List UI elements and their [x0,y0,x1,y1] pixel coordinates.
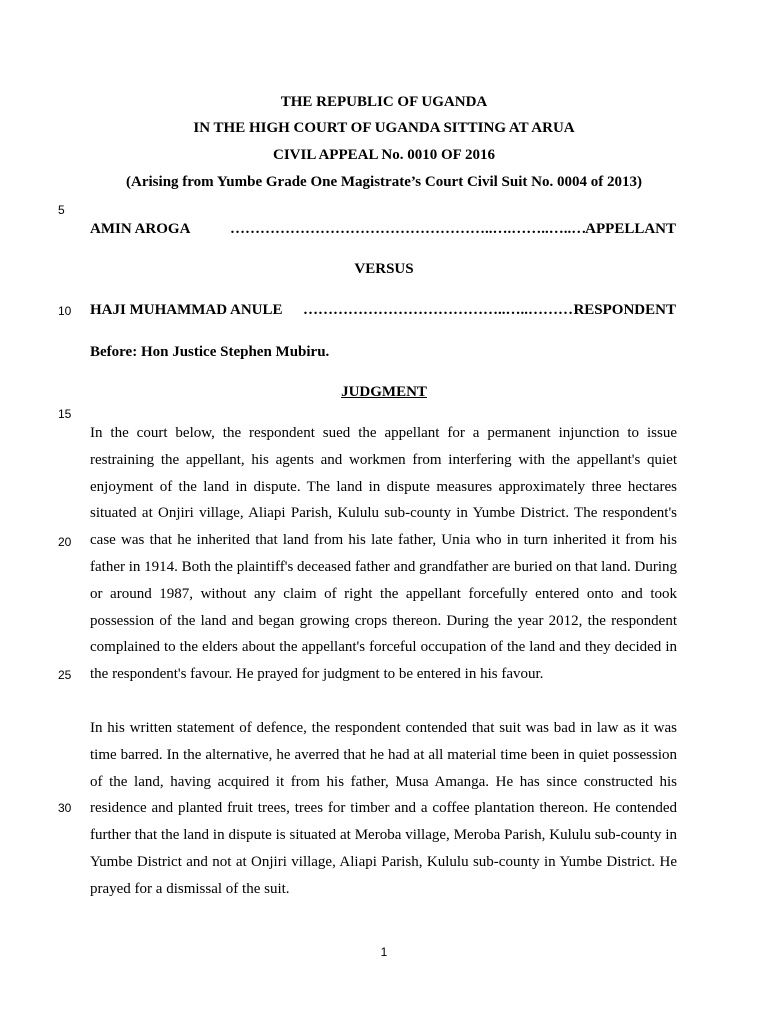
line-number: 10 [58,304,72,318]
page-number: 1 [380,945,388,959]
appellant-name: AMIN AROGA [90,221,191,237]
coram: Before: Hon Justice Stephen Mubiru. [90,344,330,360]
paragraph-1: In the court below, the respondent sued the appellant for a permanent injunction to issue restraining the appellant, his agents and workmen from interfering with the appellant's quiet enjoyment of the land in dispute. The land in dispute measures approximately three hectares situated at Onjiri village, Aliapi Parish, Kululu sub-county in Yumbe District. The respondent's case was that he inherited that land from his late father, Unia who in turn inherited it from his father in 1914. Both the plaintiff's deceased father and grandfather are buried on that land. During or around 1987, without any claim of right the appellant forcefully entered onto and took possession of the land and began growing crops thereon. During the year 2012, the respondent complained to the elders about the appellant's forceful occupation of the land and they decided in the respondent's favour. He prayed for judgment to be entered in his favour. [90,425,677,683]
respondent-name: HAJI MUHAMMAD ANULE [90,302,283,318]
line-number: 20 [58,535,72,549]
header-arising-from: (Arising from Yumbe Grade One Magistrate’s Court Civil Suit No. 0004 of 2013) [126,174,642,190]
paragraph-2: In his written statement of defence, the respondent contended that suit was bad in law as it was time barred. In the alternative, he averred that he had at all material time been in quiet possession of the land, having acquired it from his father, Musa Amanga. He has since constructed his residence and planted fruit trees, trees for timber and a coffee plantation thereon. He contended further that the land in dispute is situated at Meroba village, Meroba Parish, Kululu sub-county in Yumbe District and not at Onjiri village, Aliapi Parish, Kululu sub-county in Yumbe District. He prayed for a dismissal of the suit. [90,720,677,897]
line-number: 5 [58,203,65,217]
header-court: IN THE HIGH COURT OF UGANDA SITTING AT ARUA [193,120,575,136]
header-case-number: CIVIL APPEAL No. 0010 OF 2016 [273,147,495,163]
header-republic: THE REPUBLIC OF UGANDA [280,94,488,110]
line-number: 15 [58,407,72,421]
appellant-leader-dots: ……………………………………………..….……..…..… [230,221,587,237]
judgment-heading: JUDGMENT [341,384,427,400]
respondent-role: RESPONDENT [573,302,676,318]
line-number: 25 [58,668,72,682]
respondent-leader-dots: …………………………………..…..……… [303,302,573,318]
appellant-role: APPELLANT [585,221,676,237]
line-number: 30 [58,801,72,815]
versus-label: VERSUS [354,261,414,277]
